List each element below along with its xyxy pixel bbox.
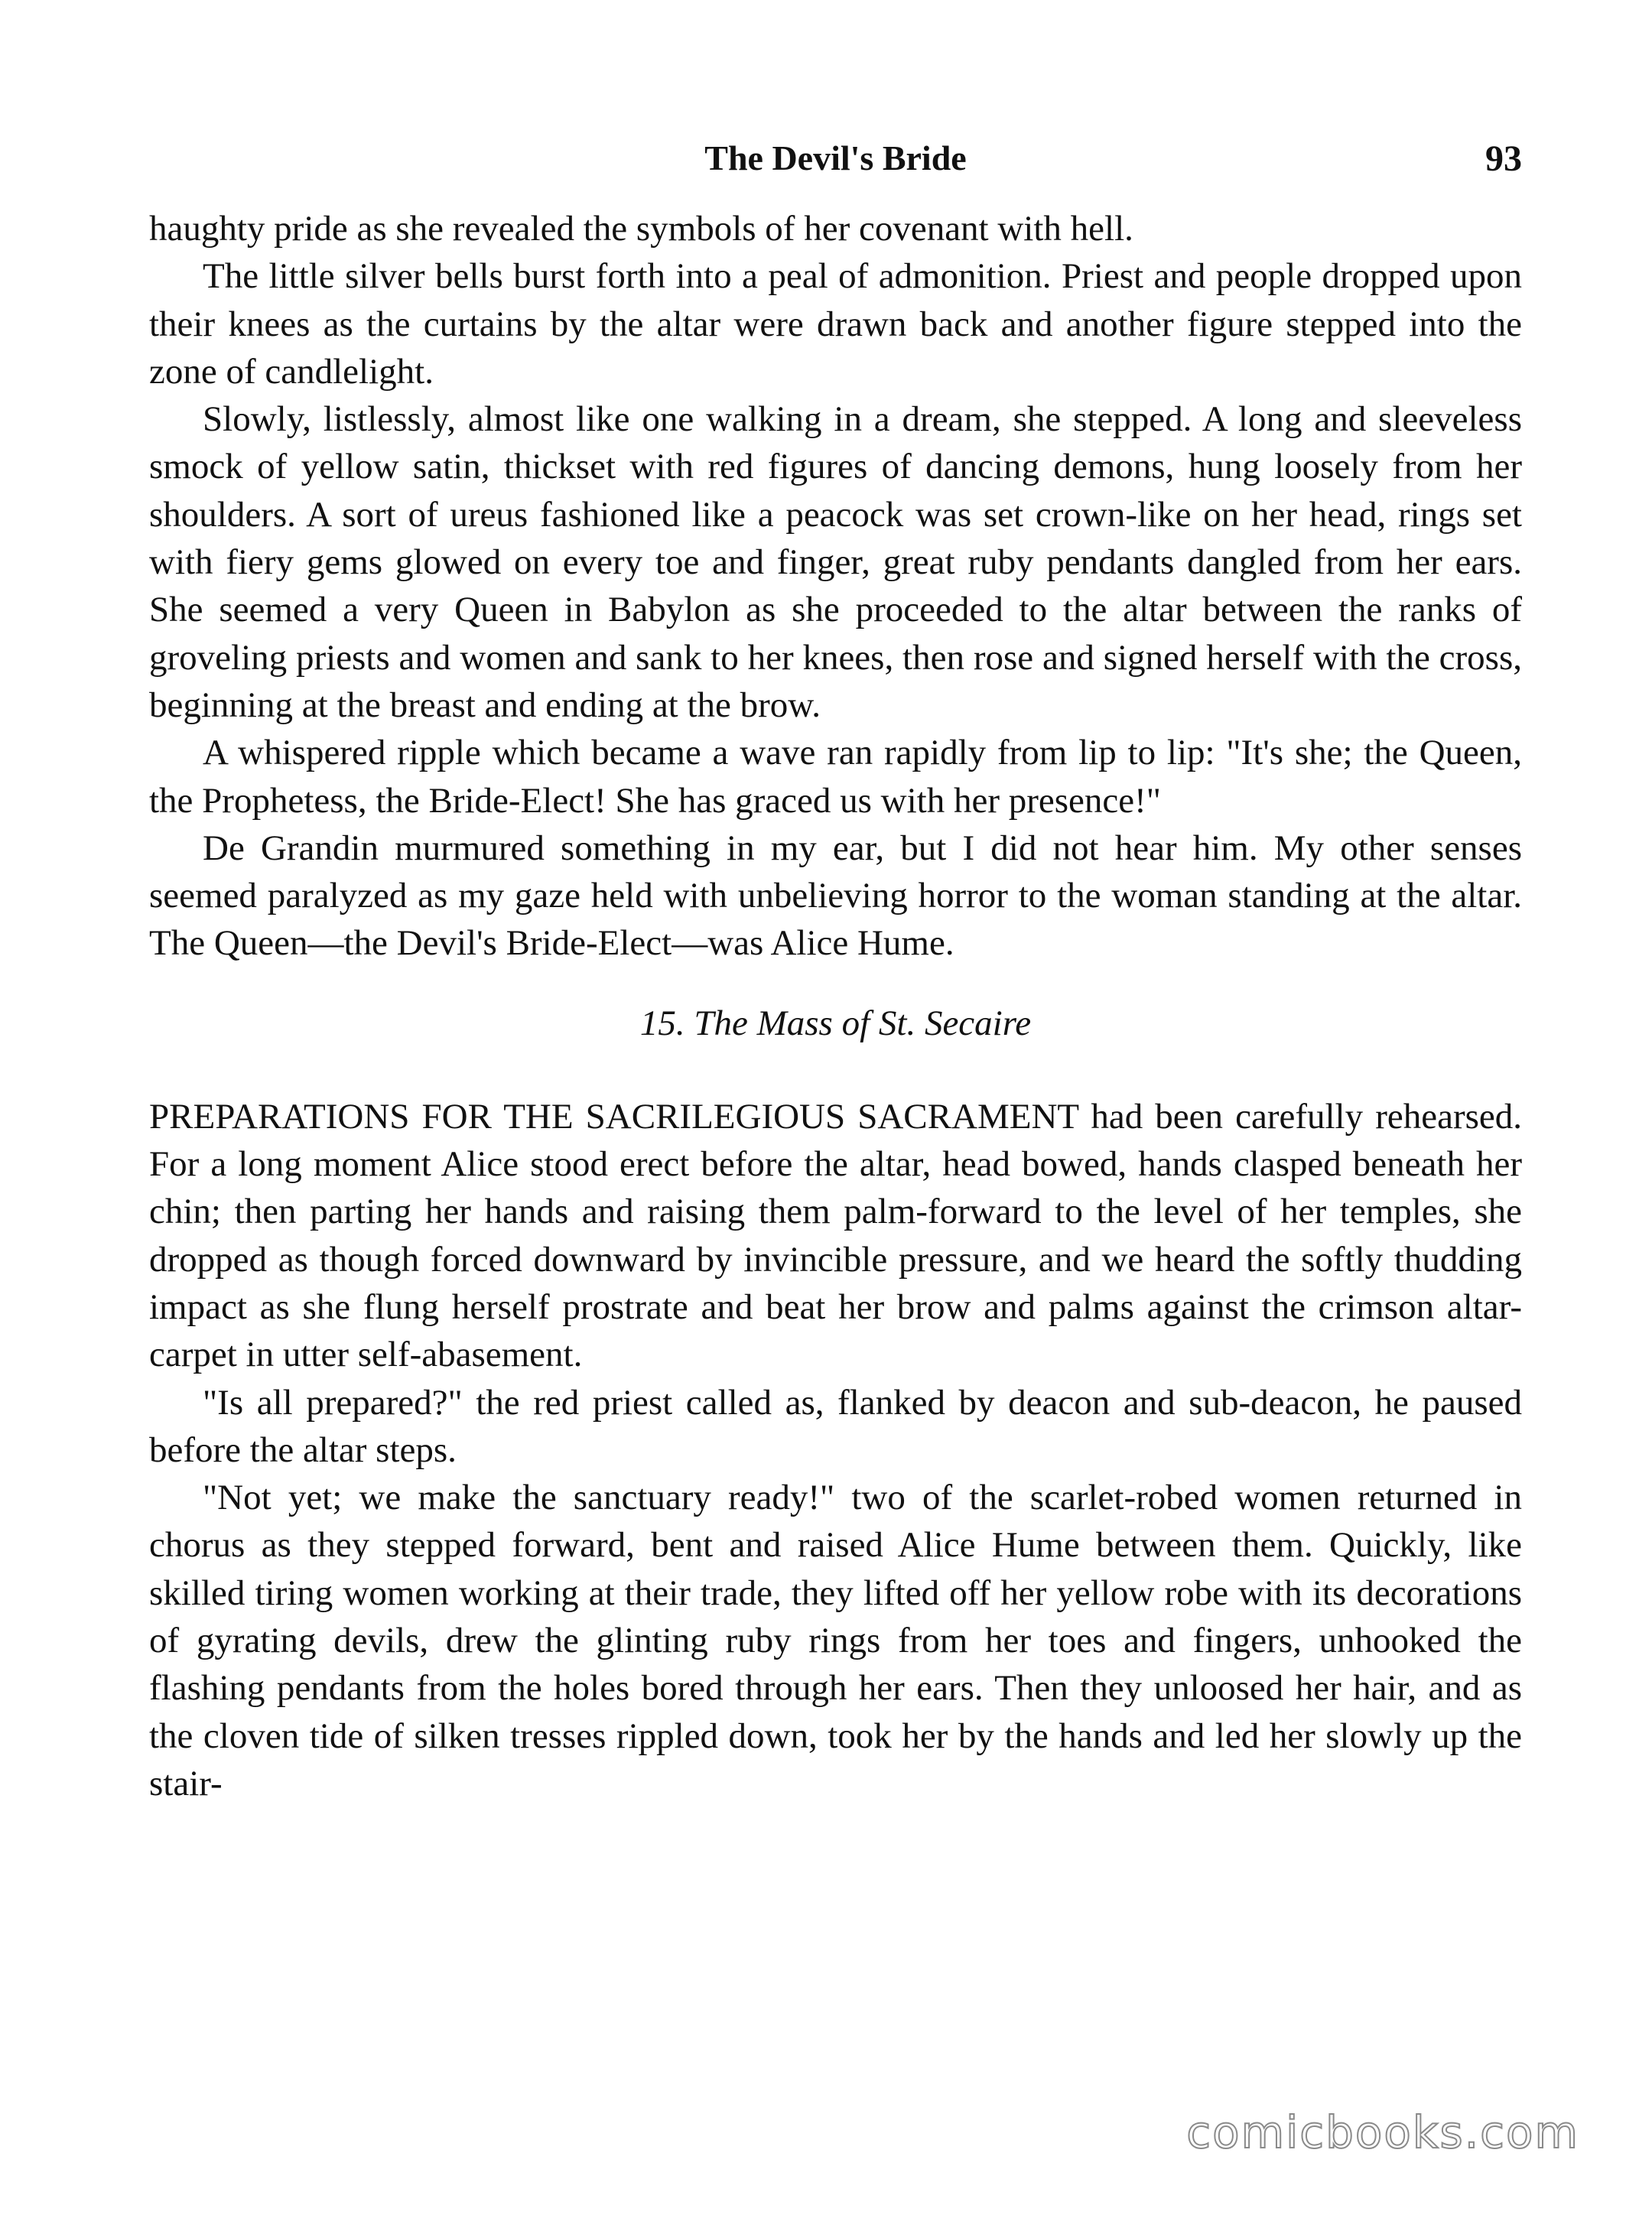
paragraph: Slowly, listlessly, almost like one walking in a dream, she stepped. A long and sleeveless smock of yellow satin, thickset with red figures of dancing demons, hung loosely from her shoulders. A sort of ureus fashioned like a peacock was set crown-like on her head, rings set with fiery gems glowed on every toe and finger, great ruby pendants dangled from her ears. She seemed a very Queen in Babylon as she proceeded to the altar between the ranks of groveling priests and women and sank to her knees, then rose and signed herself with the cross, beginning at the breast and ending at the brow. <box>149 399 1522 725</box>
page-header <box>149 138 1522 191</box>
paragraph: "Not yet; we make the sanctuary ready!" two of the scarlet-robed women returned in chorus as they stepped forward, bent and raised Alice Hume between them. Quickly, like skilled tiring women working at their trade, they lifted off her yellow robe with its decorations of gyrating devils, drew the glinting ruby rings from her toes and fingers, unhooked the flashing pendants from the holes bored through her ears. Then they unloosed her hair, and as the cloven tide of silken tresses rippled down, took her by the hands and led her slowly up the stair- <box>149 1478 1522 1803</box>
paragraph: haughty pride as she revealed the symbols of her covenant with hell. <box>149 209 1133 249</box>
paragraph: A whispered ripple which became a wave ran rapidly from lip to lip: "It's she; the Queen, the Prophetess, the Bride-Elect! She has graced us with her presence!" <box>149 733 1522 821</box>
watermark: comicbooks.com <box>1186 2106 1579 2158</box>
page-number: 93 <box>1485 138 1522 179</box>
chapter-heading: 15. The Mass of St. Secaire <box>639 1003 1032 1043</box>
paragraph: PREPARATIONS FOR THE SACRILEGIOUS SACRAMENT had been carefully rehearsed. For a long moment Alice stood erect before the altar, head bowed, hands clasped beneath her chin; then parting her hands and raising them palm-forward to the level of her temples, she dropped as though forced downward by invincible pressure, and we heard the softly thudding impact as she flung herself prostrate and beat her brow and palms against the crimson altar-carpet in utter self-abasement. <box>149 1096 1522 1375</box>
body-text <box>149 205 1522 1807</box>
paragraph: De Grandin murmured something in my ear, but I did not hear him. My other senses seemed paralyzed as my gaze held with unbelieving horror to the woman standing at the altar. The Queen—the Devil's Bride-Elect—was Alice Hume. <box>149 828 1522 964</box>
paragraph: "Is all prepared?" the red priest called as, flanked by deacon and sub-deacon, he paused before the altar steps. <box>149 1382 1522 1470</box>
paragraph: The little silver bells burst forth into a peal of admonition. Priest and people dropped upon their knees as the curtains by the altar were drawn back and another figure stepped into the zone of candlelight. <box>149 256 1522 392</box>
running-title: The Devil's Bride <box>704 138 967 177</box>
